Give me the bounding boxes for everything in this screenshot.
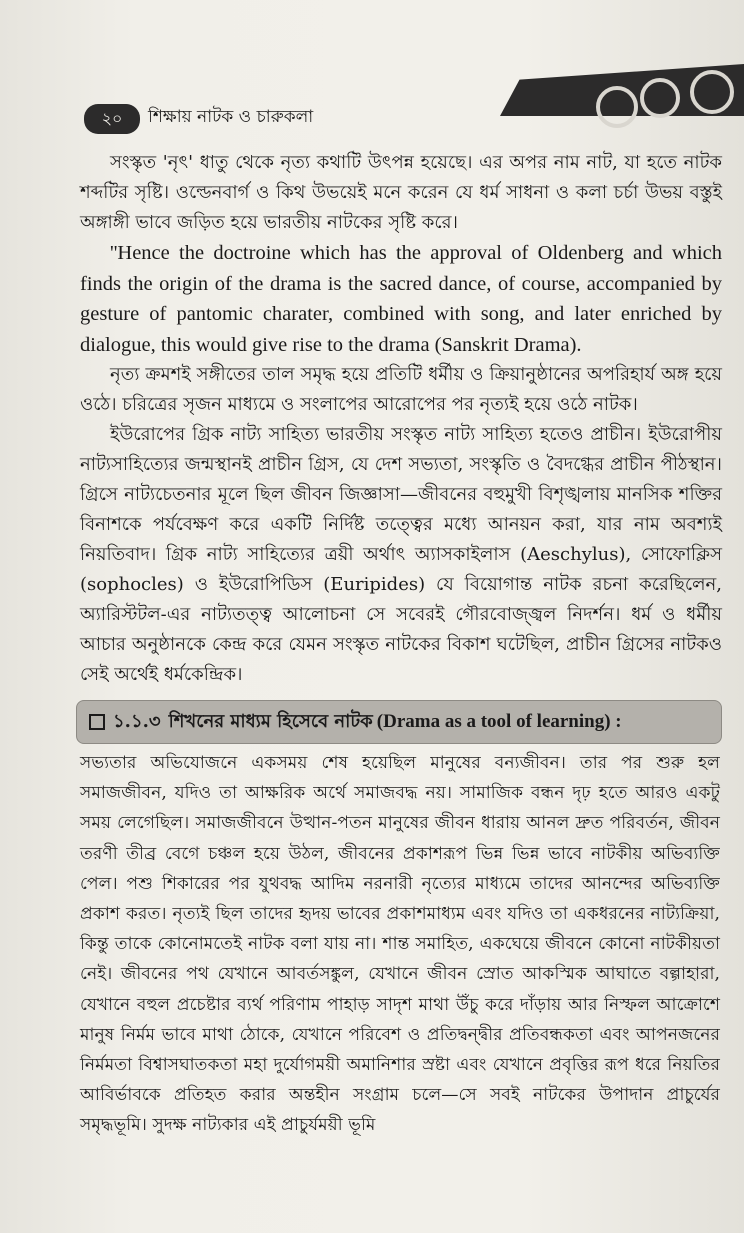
section-number: ১.১.৩ <box>113 710 161 732</box>
paragraph: নৃত্য ক্রমশই সঙ্গীতের তাল সমৃদ্ধ হয়ে প্রতিটি ধর্মীয় ও ক্রিয়ানুষ্ঠানের অপরিহার্য অঙ্গ হয়ে ওঠে। চরিত্রের সৃজন মাধ্যমে ও সংলাপের আরোপের পর নৃত্যই হয়ে ওঠে নাটক। <box>80 364 722 415</box>
main-text <box>80 148 722 690</box>
section-heading <box>76 700 722 744</box>
checkbox-square-icon <box>89 714 105 730</box>
section-title-bengali: শিখনের মাধ্যম হিসেবে নাটক <box>168 710 373 732</box>
english-quote: ''Hence the doctroine which has the approval of Oldenberg and which finds the origin of the drama is the sacred dance, of course, accompanied by gesture of pantomic charater, combined with song, and later enriched by dialogue, this would give rise to the drama (Sanskrit Drama). <box>80 242 722 356</box>
section-body <box>80 748 720 1141</box>
section-title-english: (Drama as a tool of learning) : <box>376 711 622 732</box>
paragraph: সভ্যতার অভিযোজনে একসময় শেষ হয়েছিল মানুষের বন্যজীবন। তার পর শুরু হল সমাজজীবন, যদিও তা আক্ষরিক অর্থে সমাজবদ্ধ নয়। সামাজিক বন্ধন দৃঢ় হতে আরও একটু সময় লেগেছিল। সমাজজীবনে উত্থান-পতন মানুষের জীবন ধারায় আনল দ্রুত পরিবর্তন, জীবন তরণী তীব্র বেগে চঞ্চল হয়ে উঠল, জীবনের প্রকাশরূপ ভিন্ন ভিন্ন ভাবে নাটকীয় অভিব্যক্তি পেল। পশু শিকারের পর যুথবদ্ধ আদিম নরনারী নৃত্যের মাধ্যমে তাদের আনন্দের অভিব্যক্তি প্রকাশ করত। নৃত্যই ছিল তাদের হৃদয় ভাবের প্রকাশমাধ্যম এবং যদিও তা একধরনের নাট্যক্রিয়া, কিন্তু তাকে কোনোমতেই নাটক বলা যায় না। শান্ত সমাহিত, একঘেয়ে জীবনে কোনো নাটকীয়তা নেই। জীবনের পথ যেখানে আবর্তসঙ্কুল, যেখানে জীবন স্রোত আকস্মিক আঘাতে বল্গাহারা, যেখানে বহুল প্রচেষ্টার ব্যর্থ পরিণাম পাহাড় সাদৃশ মাথা উঁচু করে দাঁড়ায় আর নিস্ফল আক্রোশে মানুষ নির্মম ভাবে মাথা ঠোকে, যেখানে পরিবেশ ও প্রতিদ্বন্দ্বীর প্রতিবন্ধকতা এবং আপনজনের নির্মমতা বিশ্বাসঘাতকতা মহা দুর্যোগময়ী অমানিশার স্রষ্টা এবং যেখানে প্রবৃত্তির রূপ ধরে নিয়তির আবির্ভাবকে প্রতিহত করার অন্তহীন সংগ্রাম চলে—সে সবই নাটকের উপাদান প্রাচুর্যের সমৃদ্ধভূমি। সুদক্ষ নাট্যকার এই প্রাচুর্যময়ী ভূমি <box>80 753 720 1136</box>
decor-circle-icon <box>596 86 638 128</box>
decor-circle-icon <box>640 78 680 118</box>
decor-circle-icon <box>690 70 734 114</box>
paragraph: সংস্কৃত 'নৃৎ' ধাতু থেকে নৃত্য কথাটি উৎপন্ন হয়েছে। এর অপর নাম নাট, যা হতে নাটক শব্দটির সৃষ্টি। ওল্ডেনবার্গ ও কিথ উভয়েই মনে করেন যে ধর্ম সাধনা ও কলা চর্চা উভয় বস্তুই অঙ্গাঙ্গী ভাবে জড়িত হয়ে ভারতীয় নাটকের সৃষ্টি করে। <box>80 152 722 233</box>
paragraph: ইউরোপের গ্রিক নাট্য সাহিত্য ভারতীয় সংস্কৃত নাট্য সাহিত্য হতেও প্রাচীন। ইউরোপীয় নাট্যসাহিত্যের জন্মস্থানই প্রাচীন গ্রিস, যে দেশ সভ্যতা, সংস্কৃতি ও বৈদগ্ধের প্রাচীন পীঠস্থান। গ্রিসে নাট্যচেতনার মূলে ছিল জীবন জিজ্ঞাসা—জীবনের বহুমুখী বিশৃঙ্খলায় মানসিক শক্তির বিনাশকে পর্যবেক্ষণ করে একটি নির্দিষ্ট তত্ত্বের মধ্যে আনয়ন করা, যার নাম অবশ্যই নিয়তিবাদ। গ্রিক নাট্য সাহিত্যের ত্রয়ী অর্থাৎ অ্যাসকাইলাস (Aeschylus), সোফোক্লিস (sophocles) ও ইউরোপিডিস (Euripides) যে বিয়োগান্ত নাটক রচনা করেছিলেন, অ্যারিস্টটল-এর নাট্যতত্ত্ব আলোচনা সে সবেরই গৌরবোজ্জ্বল নিদর্শন। ধর্ম ও ধর্মীয় আচার অনুষ্ঠানকে কেন্দ্র করে যেমন সংস্কৃত নাটকের বিকাশ ঘটেছিল, প্রাচীন গ্রিসের নাটকও সেই অর্থেই ধর্মকেন্দ্রিক। <box>80 424 722 685</box>
page-number: ২০ <box>84 104 140 134</box>
running-title: শিক্ষায় নাটক ও চারুকলা <box>148 107 314 127</box>
